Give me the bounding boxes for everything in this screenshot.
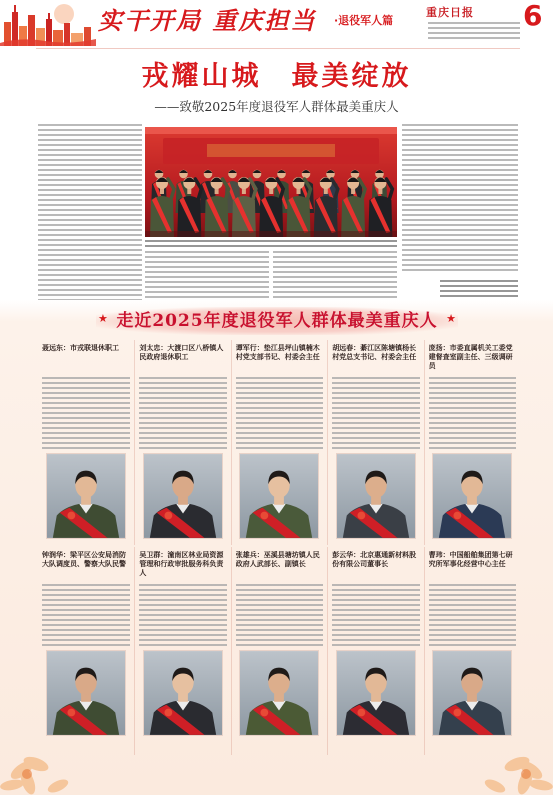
profile-heading: 张雄兵：巫溪县塘坊镇人民政府人武部长、副镇长 [235, 551, 320, 568]
profile-card [231, 340, 327, 545]
profile-body-text [42, 584, 130, 646]
profile-body-text [236, 584, 323, 646]
article-body-text [402, 124, 518, 274]
portrait-photo [336, 650, 416, 736]
profile-heading: 钟润华：梁平区公安局消防大队调度员、警察大队民警 [42, 551, 126, 568]
column-banner-title: 实干开局 重庆担当 [98, 6, 317, 35]
column-banner-subtitle: ·退役军人篇 [334, 14, 394, 27]
star-icon: ★ [98, 312, 108, 325]
portrait-photo [336, 453, 416, 539]
profile-heading: 谭军行：垫江县坪山镇楠木村党支部书记、村委会主任 [235, 344, 320, 361]
portrait-photo [432, 453, 512, 539]
issue-date-info [428, 22, 520, 42]
profile-card [134, 547, 230, 755]
header-divider [36, 48, 520, 49]
profile-heading: 彭云华：北京惠通新材料股份有限公司董事长 [332, 551, 417, 568]
portrait-photo [46, 650, 126, 736]
page-number: 6 [523, 0, 543, 32]
profile-heading: 曹玮：中国船舶集团第七研究所军事化经营中心主任 [428, 551, 513, 568]
profile-body-text [429, 377, 516, 449]
portrait-photo [432, 650, 512, 736]
article-body-text [273, 251, 397, 300]
profile-body-text [332, 377, 419, 449]
profile-card [424, 547, 520, 755]
portrait-photo [143, 453, 223, 539]
profile-body-text [332, 584, 419, 646]
profile-card [38, 340, 134, 545]
portrait-photo [143, 650, 223, 736]
profile-card [327, 340, 423, 545]
section-banner [96, 307, 458, 335]
photo-caption [145, 240, 397, 248]
profile-card [38, 547, 134, 755]
portrait-photo [46, 453, 126, 539]
page-headline: 戎耀山城 最美绽放 [141, 61, 412, 92]
editor-credits [440, 280, 518, 300]
profile-card [134, 340, 230, 545]
flower-decoration [0, 730, 90, 795]
newspaper-masthead: 重庆日报 [426, 6, 474, 19]
section-banner-title: 走近2025年度退役军人群体最美重庆人 [116, 311, 438, 331]
profile-heading: 吴卫群：潼南区林业局资源管理和行政审批服务科负责人 [139, 551, 224, 577]
profile-card [231, 547, 327, 755]
profiles-grid [38, 340, 520, 755]
profile-card [424, 340, 520, 545]
article-body-text [145, 251, 269, 300]
profile-heading: 聂远东：市戎联退休职工 [42, 344, 119, 352]
profile-body-text [139, 584, 226, 646]
group-photo [145, 127, 397, 237]
profile-body-text [139, 377, 226, 449]
profile-heading: 庞扬：市委直属机关工委党建督查室副主任、三级调研员 [428, 344, 513, 370]
page-subheadline: ——致敬2025年度退役军人群体最美重庆人 [154, 99, 399, 114]
portrait-photo [239, 650, 319, 736]
profile-body-text [236, 377, 323, 449]
article-body-text [38, 124, 142, 300]
profile-body-text [429, 584, 516, 646]
profile-heading: 刘太忠：大渡口区八桥镇人民政府退休职工 [139, 344, 224, 361]
profile-body-text [42, 377, 130, 449]
portrait-photo [239, 453, 319, 539]
city-skyline-illustration [0, 0, 96, 46]
star-icon: ★ [446, 312, 456, 325]
profile-card [327, 547, 423, 755]
flower-decoration [463, 730, 553, 795]
profile-heading: 胡远春：綦江区陈塘镇杨长村党总支书记、村委会主任 [332, 344, 417, 361]
